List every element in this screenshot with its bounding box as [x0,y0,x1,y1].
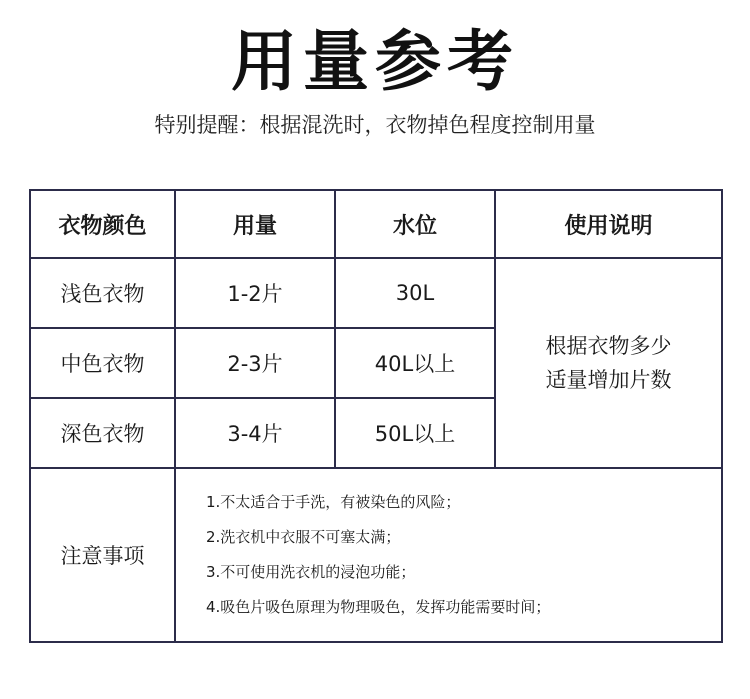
notes-label: 注意事项 [30,468,175,642]
notes-row [30,468,722,642]
note-item: 1.不太适合于手洗，有被染色的风险； [206,493,461,511]
page-subtitle: 特别提醒：根据混洗时，衣物掉色程度控制用量 [154,113,596,137]
row-amount: 2-3片 [175,328,335,398]
row-water: 30L [335,258,495,328]
row-color: 深色衣物 [30,398,175,468]
table-header-row [30,190,722,258]
row-water: 40L以上 [335,328,495,398]
note-item: 3.不可使用洗衣机的浸泡功能； [206,563,416,581]
row-amount: 1-2片 [175,258,335,328]
row-amount: 3-4片 [175,398,335,468]
header-clothing-color: 衣物颜色 [30,190,175,258]
usage-line: 根据衣物多少 [545,334,672,358]
header-water-level: 水位 [335,190,495,258]
usage-instructions [495,258,722,468]
row-color: 中色衣物 [30,328,175,398]
header-amount: 用量 [175,190,335,258]
note-item: 2.洗衣机中衣服不可塞太满； [206,528,401,546]
note-item: 4.吸色片吸色原理为物理吸色，发挥功能需要时间； [206,598,551,616]
page-title: 用量参考 [231,23,519,100]
notes-list [175,468,722,642]
dosage-table [29,189,723,643]
header-usage-notes: 使用说明 [495,190,722,258]
table-row [30,258,722,328]
row-color: 浅色衣物 [30,258,175,328]
row-water: 50L以上 [335,398,495,468]
usage-line: 适量增加片数 [545,368,672,392]
